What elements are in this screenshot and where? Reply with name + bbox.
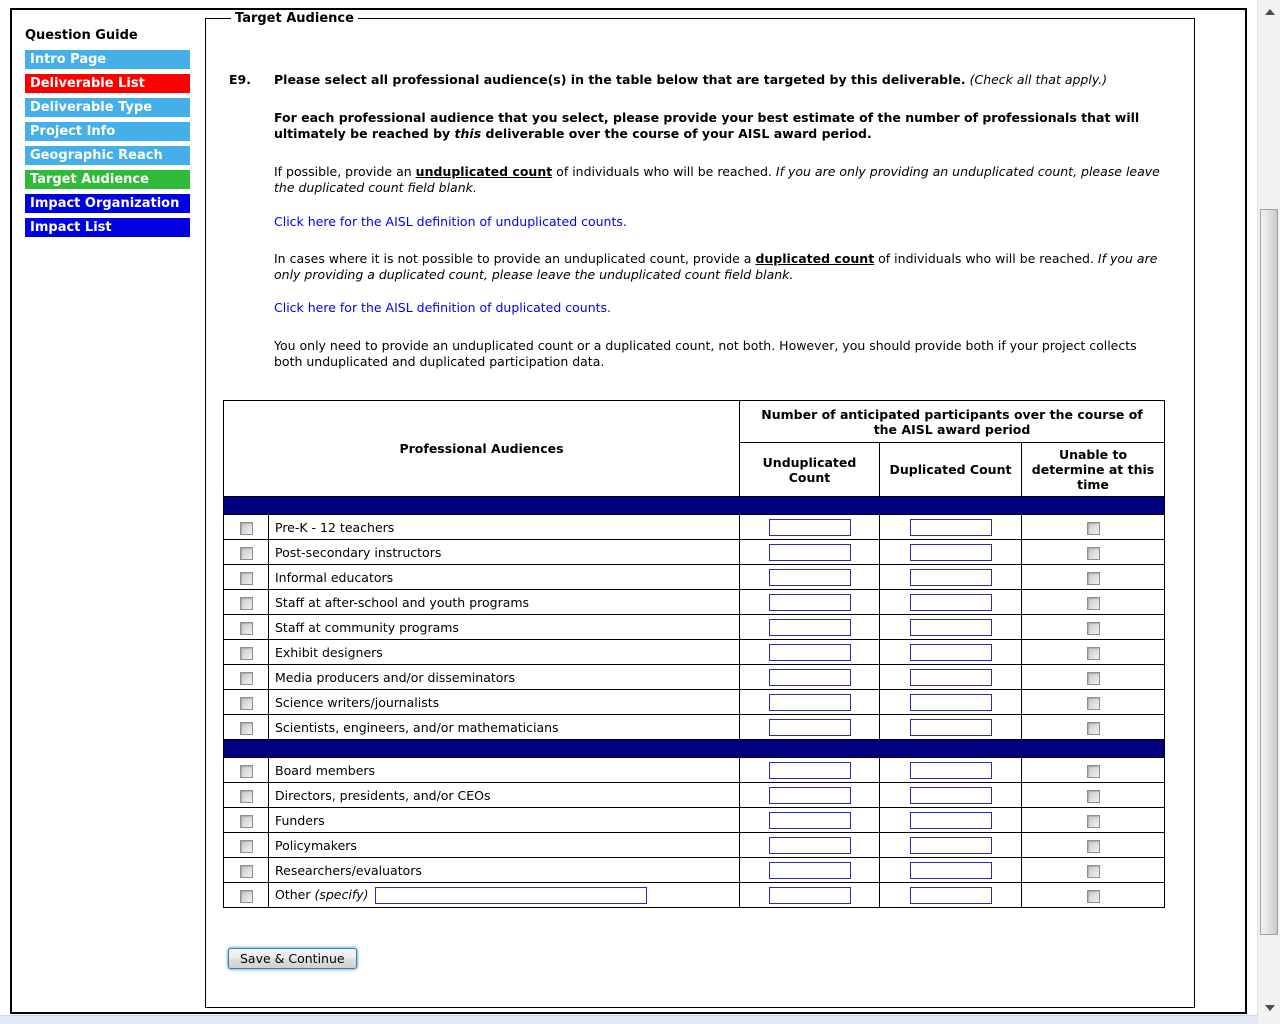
table-row — [224, 715, 1165, 740]
audience-select-checkbox[interactable] — [240, 697, 253, 710]
question-main-text: Please select all professional audience(s) in the table below that are targeted by this deliverable. — [274, 72, 966, 87]
table-row — [224, 540, 1165, 565]
unduplicated-count-input[interactable] — [769, 544, 851, 561]
audience-select-checkbox[interactable] — [240, 790, 253, 803]
duplicated-count-input[interactable] — [910, 812, 992, 829]
duplicated-count-input[interactable] — [910, 719, 992, 736]
table-row — [224, 783, 1165, 808]
duplicated-count-input[interactable] — [910, 694, 992, 711]
duplicated-count-input[interactable] — [910, 762, 992, 779]
unable-to-determine-checkbox[interactable] — [1087, 865, 1100, 878]
duplicated-count-input[interactable] — [910, 619, 992, 636]
scrollbar-thumb[interactable] — [1260, 209, 1278, 935]
save-and-continue-button[interactable]: Save & Continue — [228, 948, 357, 969]
sidebar-item-geographic-reach[interactable]: Geographic Reach — [25, 146, 190, 165]
question-number: E9. — [229, 72, 251, 87]
both-counts-note: You only need to provide an unduplicated count or a duplicated count, not both. However, you should provide both if your project collects both unduplicated and duplicated participation data. — [274, 338, 1137, 369]
duplicated-instructions: In cases where it is not possible to provide an unduplicated count, provide a duplicated count of individuals who will be reached. If you are only providing a duplicated count, please leave the unduplicated count field blank. — [274, 251, 1158, 282]
sidebar-title: Question Guide — [25, 28, 138, 43]
duplicated-count-input[interactable] — [910, 837, 992, 854]
unable-to-determine-checkbox[interactable] — [1087, 765, 1100, 778]
unduplicated-definition-link[interactable]: Click here for the AISL definition of unduplicated counts. — [274, 214, 627, 229]
unduplicated-count-input[interactable] — [769, 762, 851, 779]
sidebar-item-impact-organization[interactable]: Impact Organization — [25, 194, 190, 213]
audience-select-checkbox[interactable] — [240, 815, 253, 828]
unduplicated-count-input[interactable] — [769, 519, 851, 536]
audience-select-checkbox[interactable] — [240, 840, 253, 853]
unduplicated-count-input[interactable] — [769, 887, 851, 904]
audience-label: Informal educators — [275, 569, 394, 585]
unable-to-determine-checkbox[interactable] — [1087, 840, 1100, 853]
audience-label: Science writers/journalists — [275, 694, 440, 710]
unable-to-determine-checkbox[interactable] — [1087, 622, 1100, 635]
table-row — [224, 615, 1165, 640]
duplicated-count-input[interactable] — [910, 569, 992, 586]
duplicated-count-input[interactable] — [910, 594, 992, 611]
unduplicated-count-input[interactable] — [769, 619, 851, 636]
table-row — [224, 690, 1165, 715]
audience-label: Other — [275, 886, 315, 902]
audience-select-checkbox[interactable] — [240, 865, 253, 878]
audience-label: Policymakers — [275, 837, 357, 853]
sidebar-item-target-audience[interactable]: Target Audience — [25, 170, 190, 189]
audience-label: Post-secondary instructors — [275, 544, 442, 560]
audience-select-checkbox[interactable] — [240, 597, 253, 610]
audience-label: Researchers/evaluators — [275, 862, 422, 878]
unable-to-determine-checkbox[interactable] — [1087, 697, 1100, 710]
question-text — [274, 72, 1160, 88]
table-row — [224, 883, 1165, 908]
unable-to-determine-checkbox[interactable] — [1087, 522, 1100, 535]
audience-label: Scientists, engineers, and/or mathematicians — [275, 719, 559, 735]
unduplicated-count-term: unduplicated count — [415, 164, 553, 179]
unable-to-determine-checkbox[interactable] — [1087, 647, 1100, 660]
unduplicated-count-input[interactable] — [769, 719, 851, 736]
sidebar-item-deliverable-list[interactable]: Deliverable List — [25, 74, 190, 93]
estimate-instructions: For each professional audience that you select, please provide your best estimate of the number of professionals that will ultimately be reached by this deliverable over the course of your AISL award period. — [274, 110, 1140, 141]
duplicated-count-input[interactable] — [910, 862, 992, 879]
duplicated-count-input[interactable] — [910, 669, 992, 686]
header-unable-to-determine: Unable to determine at this time — [1022, 443, 1165, 497]
unduplicated-count-input[interactable] — [769, 669, 851, 686]
unable-to-determine-checkbox[interactable] — [1087, 547, 1100, 560]
table-row — [224, 590, 1165, 615]
duplicated-count-input[interactable] — [910, 787, 992, 804]
audience-select-checkbox[interactable] — [240, 622, 253, 635]
audience-select-checkbox[interactable] — [240, 765, 253, 778]
audience-select-checkbox[interactable] — [240, 890, 253, 903]
unduplicated-count-input[interactable] — [769, 594, 851, 611]
audience-select-checkbox[interactable] — [240, 672, 253, 685]
sidebar-item-deliverable-type[interactable]: Deliverable Type — [25, 98, 190, 117]
sidebar-items — [25, 50, 191, 237]
vertical-scrollbar[interactable] — [1257, 0, 1280, 1024]
unduplicated-count-input[interactable] — [769, 837, 851, 854]
audience-label: Media producers and/or disseminators — [275, 669, 516, 685]
unduplicated-count-input[interactable] — [769, 812, 851, 829]
scrollbar-up-arrow-icon[interactable] — [1265, 9, 1275, 15]
unduplicated-count-input[interactable] — [769, 644, 851, 661]
audience-select-checkbox[interactable] — [240, 547, 253, 560]
duplicated-count-input[interactable] — [910, 519, 992, 536]
unable-to-determine-checkbox[interactable] — [1087, 890, 1100, 903]
unduplicated-count-input[interactable] — [769, 694, 851, 711]
target-audience-fieldset — [205, 11, 1195, 1008]
audience-table-body — [224, 497, 1165, 908]
table-row — [224, 808, 1165, 833]
unable-to-determine-checkbox[interactable] — [1087, 572, 1100, 585]
unable-to-determine-checkbox[interactable] — [1087, 722, 1100, 735]
duplicated-definition-link[interactable]: Click here for the AISL definition of duplicated counts. — [274, 300, 612, 315]
table-row — [224, 665, 1165, 690]
unduplicated-instructions: If possible, provide an unduplicated count of individuals who will be reached. If you are only providing an unduplicated count, please leave the duplicated count field blank. — [274, 164, 1160, 195]
audience-select-checkbox[interactable] — [240, 522, 253, 535]
unable-to-determine-checkbox[interactable] — [1087, 672, 1100, 685]
unable-to-determine-checkbox[interactable] — [1087, 790, 1100, 803]
other-specify-input[interactable] — [375, 887, 647, 904]
unable-to-determine-checkbox[interactable] — [1087, 597, 1100, 610]
sidebar-item-intro-page[interactable]: Intro Page — [25, 50, 190, 69]
professional-audiences-table — [223, 400, 1165, 908]
audience-select-checkbox[interactable] — [240, 572, 253, 585]
unduplicated-count-input[interactable] — [769, 787, 851, 804]
fieldset-legend: Target Audience — [235, 11, 354, 26]
audience-select-checkbox[interactable] — [240, 647, 253, 660]
duplicated-count-input[interactable] — [910, 887, 992, 904]
duplicated-count-input[interactable] — [910, 544, 992, 561]
table-row — [224, 515, 1165, 540]
unduplicated-count-input[interactable] — [769, 569, 851, 586]
unduplicated-count-input[interactable] — [769, 862, 851, 879]
audience-label: Staff at after-school and youth programs — [275, 594, 530, 610]
audience-label: Staff at community programs — [275, 619, 459, 635]
duplicated-count-term: duplicated count — [755, 251, 875, 266]
table-row — [224, 833, 1165, 858]
audience-label: Directors, presidents, and/or CEOs — [275, 787, 491, 803]
other-specify-label: (specify) — [314, 886, 369, 902]
question-check-all-note: (Check all that apply.) — [965, 72, 1108, 87]
table-row — [224, 640, 1165, 665]
section-divider-row — [224, 497, 1165, 515]
table-row — [224, 758, 1165, 783]
header-anticipated-participants: Number of anticipated participants over the course of the AISL award period — [740, 401, 1165, 443]
audience-select-checkbox[interactable] — [240, 722, 253, 735]
audience-label: Board members — [275, 762, 376, 778]
table-row — [224, 858, 1165, 883]
audience-label: Pre-K - 12 teachers — [275, 519, 395, 535]
sidebar-item-impact-list[interactable]: Impact List — [25, 218, 190, 237]
header-professional-audiences: Professional Audiences — [224, 401, 740, 497]
question-e9 — [229, 72, 1174, 88]
table-row — [224, 565, 1165, 590]
sidebar-item-project-info[interactable]: Project Info — [25, 122, 190, 141]
section-divider-row — [224, 740, 1165, 758]
question-guide-sidebar — [25, 28, 191, 242]
audience-label: Exhibit designers — [275, 644, 383, 660]
unable-to-determine-checkbox[interactable] — [1087, 815, 1100, 828]
header-duplicated-count: Duplicated Count — [880, 443, 1022, 497]
header-unduplicated-count: Unduplicated Count — [740, 443, 880, 497]
scrollbar-down-arrow-icon[interactable] — [1265, 1005, 1275, 1011]
duplicated-count-input[interactable] — [910, 644, 992, 661]
window-bottom-strip — [0, 1015, 1257, 1024]
audience-label: Funders — [275, 812, 325, 828]
